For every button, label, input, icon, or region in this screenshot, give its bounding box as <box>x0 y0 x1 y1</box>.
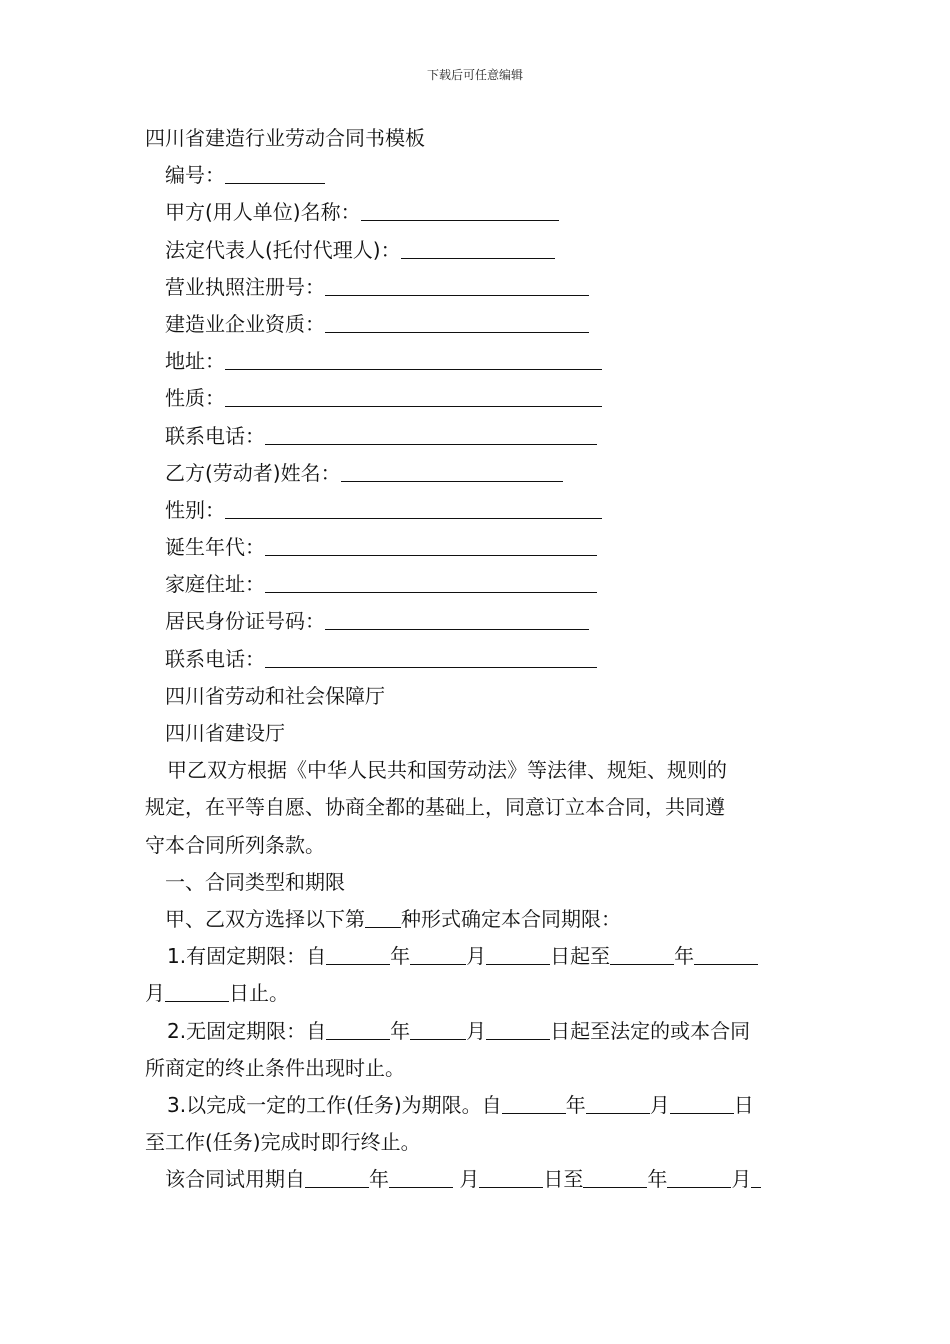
field-label: 性质： <box>165 386 225 411</box>
field-legal-representative <box>145 232 810 269</box>
blank-line[interactable] <box>694 942 758 965</box>
section-title: 一、合同类型和期限 <box>165 869 345 894</box>
blank-line[interactable] <box>401 236 555 259</box>
option-fixed-term <box>145 938 810 975</box>
blank-line[interactable] <box>225 384 602 407</box>
blank-line[interactable] <box>667 1165 731 1188</box>
field-label: 营业执照注册号： <box>165 274 325 299</box>
field-label: 法定代表人(托付代理人)： <box>165 237 401 262</box>
unit-year: 年 <box>674 944 695 969</box>
field-label: 诞生年代： <box>165 535 265 560</box>
blank-line[interactable] <box>586 1091 650 1114</box>
blank-line[interactable] <box>325 310 589 333</box>
issuer-construction-dept: 四川省建设厅 <box>165 721 285 745</box>
option-text: 1.有固定期限：自 <box>167 944 327 969</box>
blank-line[interactable] <box>265 645 597 668</box>
unit-month: 月 <box>731 1167 752 1192</box>
document-title: 四川省建造行业劳动合同书模板 <box>145 126 425 150</box>
header-note: 下载后可任意编辑 <box>426 68 523 82</box>
blank-line[interactable] <box>670 1091 734 1114</box>
field-label: 编号： <box>165 163 225 188</box>
issuer-labor-dept: 四川省劳动和社会保障厅 <box>165 683 385 708</box>
blank-line[interactable] <box>265 533 597 556</box>
unit-day: 日 <box>733 1092 754 1117</box>
option-task-term-cont: 至工作(任务)完成时即行终止。 <box>145 1130 421 1155</box>
unit-year: 年 <box>390 944 411 969</box>
blank-line[interactable] <box>165 979 229 1002</box>
option-text: 日至 <box>543 1167 584 1192</box>
field-nature <box>145 380 810 417</box>
field-label: 乙方(劳动者)姓名： <box>165 460 341 485</box>
field-gender <box>145 492 810 529</box>
preamble-line: 规定，在平等自愿、协商全都的基础上，同意订立本合同，共同遵 <box>145 795 725 820</box>
field-label: 甲方(用人单位)名称： <box>165 200 361 225</box>
blank-line[interactable] <box>225 496 602 519</box>
blank-line[interactable] <box>610 942 674 965</box>
field-employer-phone <box>145 418 810 455</box>
probation-period <box>145 1161 810 1198</box>
unit-month: 月 <box>466 1018 487 1043</box>
preamble-line: 甲乙双方根据《中华人民共和国劳动法》等法律、规矩、规则的 <box>167 758 727 783</box>
option-fixed-term-cont <box>145 975 810 1012</box>
field-label: 家庭住址： <box>165 572 265 597</box>
blank-line[interactable] <box>583 1165 647 1188</box>
document-body <box>145 120 810 1198</box>
option-text: 日起至 <box>550 944 611 969</box>
option-text: 日止。 <box>229 981 289 1006</box>
blank-line[interactable] <box>225 347 602 370</box>
unit-year: 年 <box>369 1167 389 1192</box>
term-choice <box>145 901 810 938</box>
blank-line[interactable] <box>361 198 559 221</box>
field-employee-name <box>145 455 810 492</box>
blank-line[interactable] <box>265 570 597 593</box>
unit-month: 月 <box>459 1167 480 1192</box>
field-birth-date <box>145 529 810 566</box>
blank-line[interactable] <box>410 1017 466 1040</box>
field-address <box>145 343 810 380</box>
blank-line[interactable] <box>365 905 401 928</box>
field-label: 地址： <box>165 349 225 374</box>
blank-line[interactable] <box>325 273 589 296</box>
field-contract-number <box>145 157 810 194</box>
blank-line[interactable] <box>486 942 550 965</box>
field-home-address <box>145 566 810 603</box>
preamble-line: 守本合同所列条款。 <box>145 832 325 857</box>
field-label: 建造业企业资质： <box>165 311 325 336</box>
option-open-term-cont: 所商定的终止条件出现时止。 <box>145 1055 405 1080</box>
term-choice-pre: 甲、乙双方选择以下第 <box>165 906 365 931</box>
blank-line[interactable] <box>305 1165 369 1188</box>
field-qualification <box>145 306 810 343</box>
blank-line[interactable] <box>225 161 325 184</box>
field-employer-name <box>145 194 810 231</box>
blank-line[interactable] <box>326 1017 390 1040</box>
unit-month: 月 <box>466 944 487 969</box>
option-text: 3.以完成一定的工作(任务)为期限。自 <box>167 1092 502 1117</box>
blank-line[interactable] <box>326 942 390 965</box>
unit-year: 年 <box>565 1092 586 1117</box>
blank-line[interactable] <box>410 942 466 965</box>
field-label: 居民身份证号码： <box>165 609 325 634</box>
option-text: 日起至法定的或本合同 <box>550 1018 751 1043</box>
blank-line[interactable] <box>265 422 597 445</box>
unit-month: 月 <box>145 981 165 1006</box>
field-label: 联系电话： <box>165 423 265 448</box>
blank-line[interactable] <box>479 1165 543 1188</box>
unit-year: 年 <box>390 1018 411 1043</box>
field-employee-phone <box>145 641 810 678</box>
blank-line[interactable] <box>502 1091 566 1114</box>
option-open-term <box>145 1013 810 1050</box>
field-business-license <box>145 269 810 306</box>
field-label: 联系电话： <box>165 646 265 671</box>
option-text: 该合同试用期自 <box>165 1167 305 1192</box>
blank-line[interactable] <box>751 1165 761 1188</box>
unit-year: 年 <box>647 1167 668 1192</box>
blank-line[interactable] <box>486 1017 550 1040</box>
blank-line[interactable] <box>325 607 589 630</box>
term-choice-post: 种形式确定本合同期限： <box>401 906 621 931</box>
option-text: 2.无固定期限：自 <box>167 1018 327 1043</box>
blank-line[interactable] <box>389 1165 453 1188</box>
unit-month: 月 <box>649 1092 670 1117</box>
field-label: 性别： <box>165 497 225 522</box>
option-task-term <box>145 1087 810 1124</box>
field-id-number <box>145 603 810 640</box>
blank-line[interactable] <box>341 459 563 482</box>
